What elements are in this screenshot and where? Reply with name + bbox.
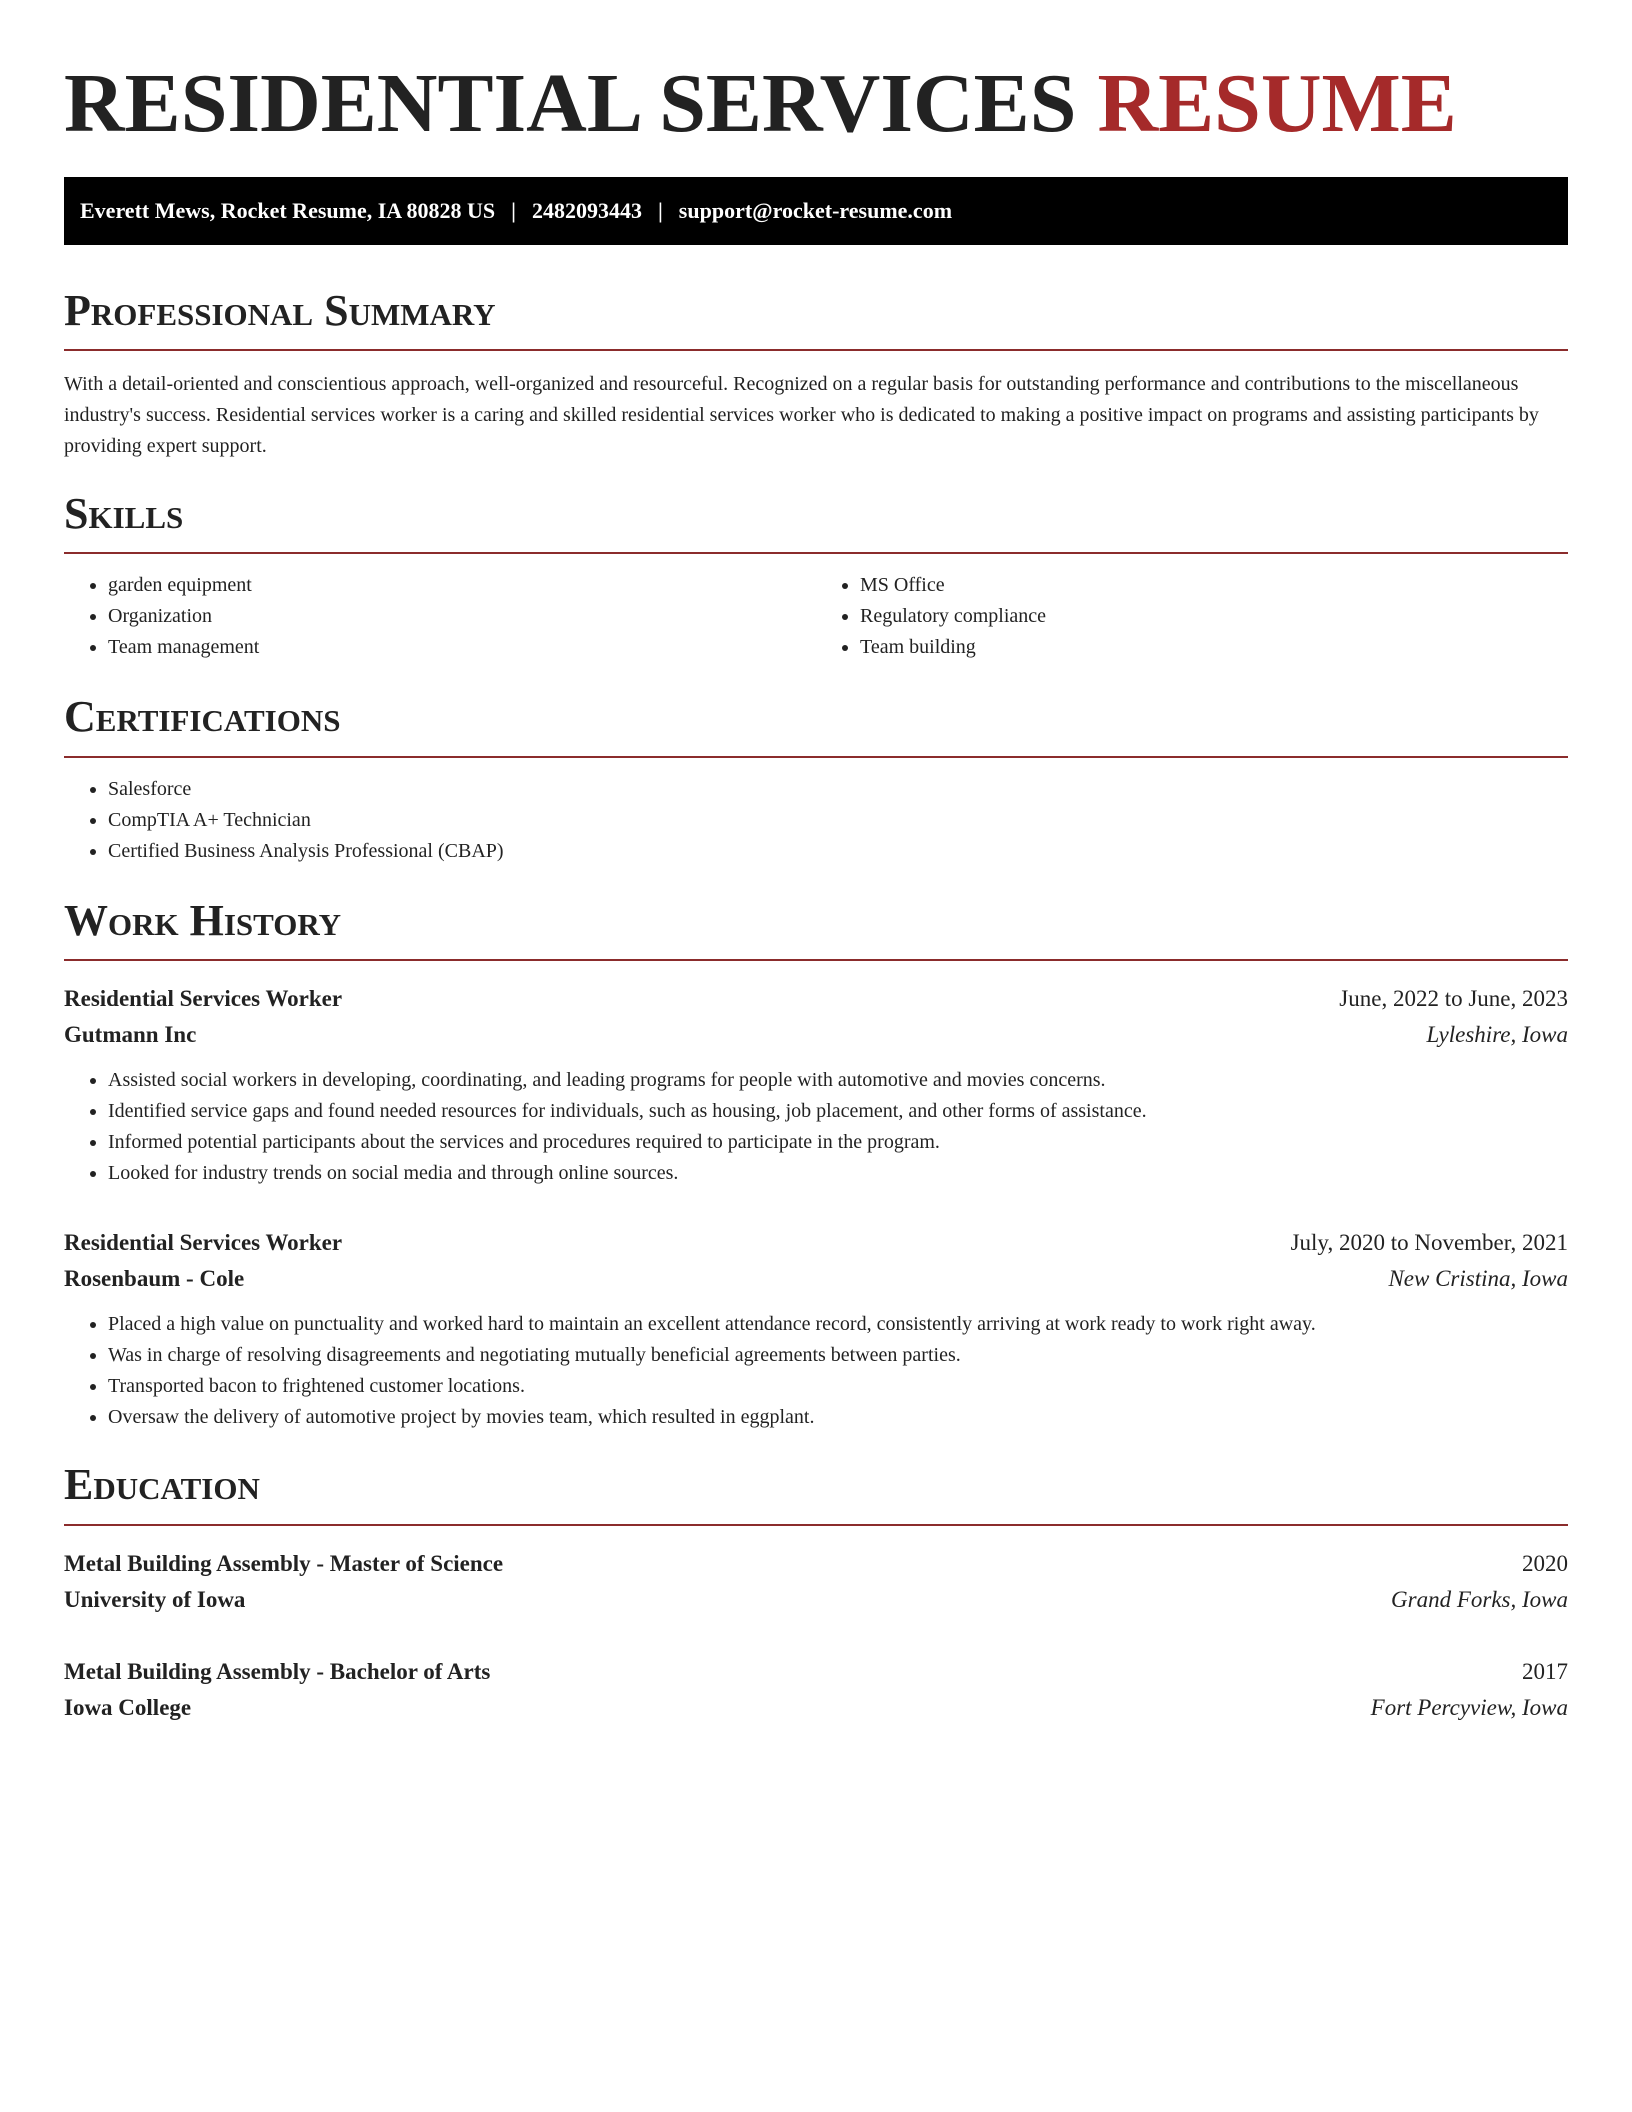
- resume-title: [64, 56, 1568, 153]
- certification-item: • Certified Business Analysis Professional (CBAP): [108, 836, 1568, 867]
- skill-item: • MS Office: [860, 570, 1568, 601]
- education-school: University of Iowa: [64, 1586, 246, 1612]
- education-degree-row: [64, 1546, 1568, 1582]
- job-company-row: [64, 1261, 1568, 1297]
- contact-bar: [64, 177, 1568, 245]
- job-company: Gutmann Inc: [64, 1022, 197, 1048]
- skill-item: • Team management: [108, 632, 816, 663]
- education-entry: [64, 1654, 1568, 1726]
- contact-separator: |: [511, 197, 516, 223]
- summary-section: [64, 287, 1568, 462]
- education-school-row: [64, 1582, 1568, 1618]
- skills-list-right: [816, 570, 1568, 663]
- certification-item: • Salesforce: [108, 774, 1568, 805]
- job-duties-list: [64, 1065, 1568, 1189]
- job-duty: • Looked for industry trends on social media and through online sources.: [108, 1158, 1568, 1189]
- education-location: Fort Percyview, Iowa: [1370, 1694, 1568, 1720]
- education-year: 2017: [1522, 1658, 1568, 1684]
- education-entry: [64, 1546, 1568, 1618]
- job-duty: • Transported bacon to frightened customer locations.: [108, 1371, 1568, 1402]
- summary-heading: Professional Summary: [64, 287, 1568, 351]
- job-dates: June, 2022 to June, 2023: [1339, 986, 1568, 1012]
- job-entry: [64, 981, 1568, 1189]
- education-section: [64, 1461, 1568, 1725]
- job-duty: • Assisted social workers in developing, coordinating, and leading programs for people with automotive and movies concerns.: [108, 1065, 1568, 1096]
- job-title-row: [64, 981, 1568, 1017]
- job-duty: • Informed potential participants about the services and procedures required to participate in the program.: [108, 1127, 1568, 1158]
- education-school-row: [64, 1690, 1568, 1726]
- job-duty: • Placed a high value on punctuality and worked hard to maintain an excellent attendance record, consistently arriving at work ready to work right away.: [108, 1309, 1568, 1340]
- work-history-heading: Work History: [64, 897, 1568, 961]
- job-duty: • Was in charge of resolving disagreements and negotiating mutually beneficial agreements between parties.: [108, 1340, 1568, 1371]
- education-degree-row: [64, 1654, 1568, 1690]
- skills-grid: [64, 554, 1568, 663]
- job-company-row: [64, 1017, 1568, 1053]
- skill-item: • garden equipment: [108, 570, 816, 601]
- education-location: Grand Forks, Iowa: [1391, 1586, 1568, 1612]
- job-location: Lyleshire, Iowa: [1426, 1022, 1568, 1048]
- education-degree: Metal Building Assembly - Bachelor of Arts: [64, 1658, 491, 1684]
- skills-list-left: [64, 570, 816, 663]
- job-title: Residential Services Worker: [64, 986, 343, 1012]
- job-duty: • Oversaw the delivery of automotive project by movies team, which resulted in eggplant.: [108, 1402, 1568, 1433]
- job-entry: [64, 1225, 1568, 1433]
- work-history-section: [64, 897, 1568, 1433]
- education-year: 2020: [1522, 1550, 1568, 1576]
- skill-item: • Organization: [108, 601, 816, 632]
- job-location: New Cristina, Iowa: [1388, 1266, 1568, 1292]
- skill-item: • Regulatory compliance: [860, 601, 1568, 632]
- education-school: Iowa College: [64, 1694, 192, 1720]
- title-accent: RESUME: [1097, 57, 1457, 150]
- education-degree: Metal Building Assembly - Master of Science: [64, 1550, 504, 1576]
- contact-separator: |: [657, 197, 663, 223]
- job-duties-list: [64, 1309, 1568, 1433]
- job-duty: • Identified service gaps and found needed resources for individuals, such as housing, job placement, and other forms of assistance.: [108, 1096, 1568, 1127]
- certifications-section: [64, 693, 1568, 866]
- education-heading: Education: [64, 1461, 1568, 1525]
- contact-phone: 2482093443: [531, 197, 642, 223]
- skills-section: [64, 490, 1568, 663]
- skills-heading: Skills: [64, 490, 1568, 554]
- skill-item: • Team building: [860, 632, 1568, 663]
- contact-address: Everett Mews, Rocket Resume, IA 80828 US: [80, 197, 496, 223]
- title-main: RESIDENTIAL SERVICES: [64, 57, 1077, 150]
- certifications-list: [64, 774, 1568, 867]
- certifications-heading: Certifications: [64, 693, 1568, 757]
- contact-email: support@rocket-resume.com: [678, 197, 953, 223]
- job-dates: July, 2020 to November, 2021: [1290, 1230, 1568, 1256]
- job-title-row: [64, 1225, 1568, 1261]
- summary-text: With a detail-oriented and conscientious approach, well-organized and resourceful. Recognized on a regular basis for outstanding performance and contributions to the miscellaneous industry's success. Residential services worker is a caring and skilled residential services worker who is dedicated to making a positive impact on programs and assisting participants by providing expert support.: [64, 372, 1539, 457]
- job-title: Residential Services Worker: [64, 1230, 343, 1256]
- certification-item: • CompTIA A+ Technician: [108, 805, 1568, 836]
- job-company: Rosenbaum - Cole: [64, 1266, 245, 1292]
